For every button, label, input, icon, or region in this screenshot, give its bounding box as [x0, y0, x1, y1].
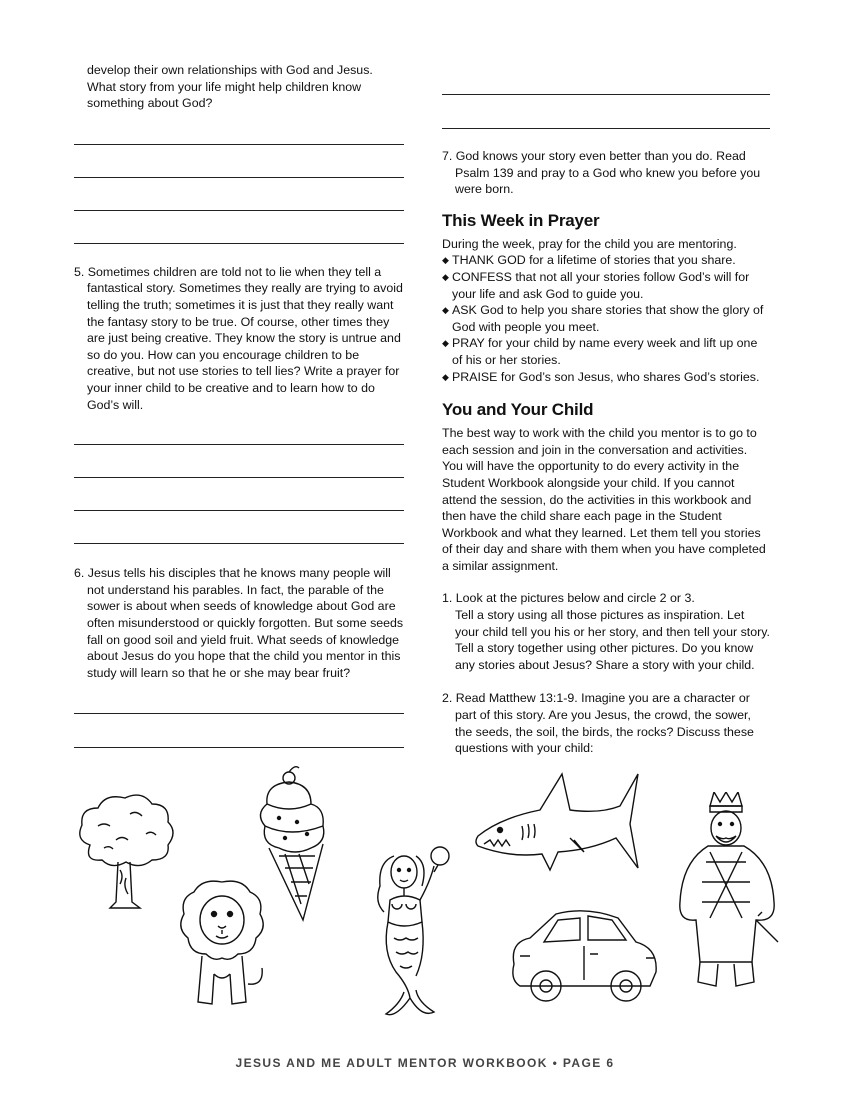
prayer-item: ◆ PRAISE for God’s son Jesus, who shares God’s stories.	[442, 369, 760, 384]
diamond-bullet-icon: ◆	[442, 255, 449, 266]
prayer-item: ◆ THANK GOD for a lifetime of stories that you share.	[442, 253, 736, 268]
step-1: 1. Look at the pictures below and circle 2 or 3.	[442, 591, 695, 606]
question-7: 7. God knows your story even better than you do. Read Psalm 139 and pray to a God who knew you before you were born.	[442, 149, 761, 197]
page-number: PAGE 6	[562, 1056, 615, 1070]
diamond-bullet-icon: ◆	[442, 305, 449, 316]
answer-line[interactable]	[74, 177, 404, 178]
answer-line[interactable]	[442, 128, 770, 129]
answer-line[interactable]	[74, 144, 404, 145]
diamond-bullet-icon: ◆	[442, 271, 449, 282]
answer-line[interactable]	[74, 713, 404, 714]
step-1-continuation: Tell a story using all those pictures as inspiration. Let your child tell you his or her story, and then tell your story. Tell a story together using other pictures. Do you know any stories about Jesus? Share a story with your child.	[455, 608, 770, 672]
prayer-item: ◆ PRAY for your child by name every week and lift up one of his or her stories.	[442, 336, 758, 367]
prayer-item: ◆ ASK God to help you share stories that show the glory of God with people you meet.	[442, 303, 764, 334]
answer-line[interactable]	[74, 444, 404, 445]
answer-line[interactable]	[74, 210, 404, 211]
answer-line[interactable]	[74, 477, 404, 478]
answer-line[interactable]	[442, 94, 770, 95]
left-column	[74, 62, 404, 748]
car-picture[interactable]	[500, 902, 670, 1012]
prayer-heading: This Week in Prayer	[442, 210, 600, 230]
shark-picture[interactable]	[470, 766, 640, 876]
ice-cream-cone-picture[interactable]	[245, 764, 345, 924]
question-4-continuation: develop their own relationships with God and Jesus. What story from your life might help children know something about God?	[87, 63, 373, 111]
tree-picture[interactable]	[70, 790, 180, 910]
footer-separator: •	[552, 1056, 559, 1070]
question-5: 5. Sometimes children are told not to lie when they tell a fantastical story. Sometimes they really are trying to avoid telling the truth; sometimes it is just that they really want the fantasy story to be true. Of course, other times they are just being creative. They know the story is untrue and so do you. How can you encourage children to be creative, but not use stories to tell lies? Write a prayer for your inner child to be creative and to learn how to do God’s will.	[74, 264, 403, 412]
right-column	[442, 62, 770, 757]
workbook-title: JESUS AND ME ADULT MENTOR WORKBOOK	[235, 1056, 548, 1070]
diamond-bullet-icon: ◆	[442, 371, 449, 382]
answer-line[interactable]	[74, 543, 404, 544]
step-2: 2. Read Matthew 13:1-9. Imagine you are a character or part of this story. Are you Jesus, the crowd, the sower, the seeds, the soil, the birds, the rocks? Discuss these questions with your child:	[442, 691, 754, 756]
mermaid-picture[interactable]	[360, 842, 470, 1022]
prayer-item: ◆ CONFESS that not all your stories follow God’s will for your life and ask God to guide you.	[442, 269, 750, 301]
answer-line[interactable]	[74, 510, 404, 511]
child-heading: You and Your Child	[442, 400, 594, 420]
prayer-intro: During the week, pray for the child you are mentoring.	[442, 236, 737, 251]
picture-gallery	[60, 762, 800, 1022]
child-intro: The best way to work with the child you mentor is to go to each session and join in the conversation and activities. You will have the opportunity to do every activity in the Student Workbook alongside your child. If you cannot attend the session, do the activities in this workbook and then have the child share each page in the Student Workbook and what they learned. Let them tell you stories of their day and share with them when you have completed a similar assignment.	[442, 426, 766, 573]
king-picture[interactable]	[672, 792, 782, 992]
page-footer	[0, 1056, 850, 1070]
diamond-bullet-icon: ◆	[442, 338, 449, 349]
question-6: 6. Jesus tells his disciples that he knows many people will not understand his parables. In fact, the parable of the sower is about when seeds of knowledge about God are often misunderstood or quickly forgotten. But some seeds fall on good soil and yield fruit. What seeds of knowledge about Jesus do you hope that the child you mentor in this study will learn so that he or she may bear fruit?	[74, 566, 404, 680]
prayer-list	[442, 252, 770, 385]
answer-line[interactable]	[74, 747, 404, 748]
answer-line[interactable]	[74, 243, 404, 244]
